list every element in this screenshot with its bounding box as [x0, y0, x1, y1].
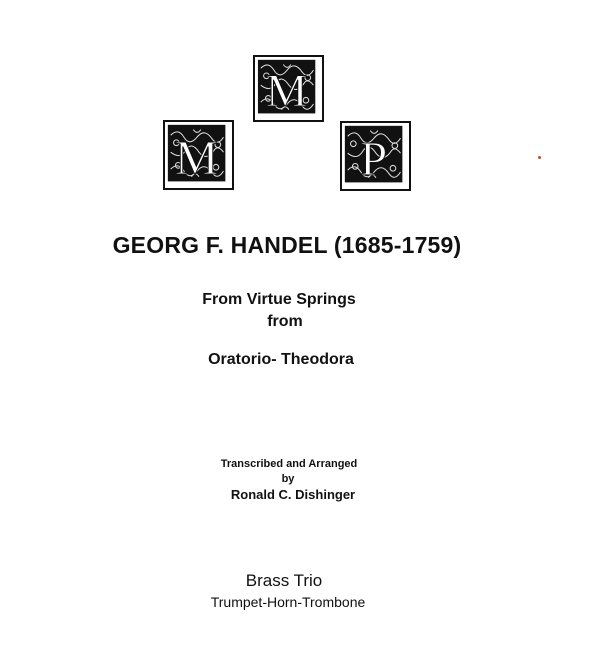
composer-heading: GEORG F. HANDEL (1685-1759)	[112, 232, 462, 258]
svg-text:P: P	[359, 130, 388, 186]
ornamental-m-icon	[165, 122, 232, 188]
svg-text:M: M	[174, 129, 219, 185]
arranger-name: Ronald C. Dishinger	[230, 487, 356, 502]
from-connector: from	[267, 313, 303, 330]
ornamental-m-icon	[255, 57, 322, 120]
credit-by: by	[281, 473, 295, 485]
svg-text:M: M	[265, 64, 308, 117]
ensemble-name: Brass Trio	[245, 571, 323, 590]
source-work-title: Oratorio- Theodora	[208, 351, 354, 368]
logo-tile-m-left	[163, 120, 234, 190]
instrumentation: Trumpet-Horn-Trombone	[210, 594, 366, 610]
logo-tile-m-top	[253, 55, 324, 122]
credit-line: Transcribed and Arranged	[220, 458, 358, 470]
logo-tile-p-right	[340, 121, 411, 191]
piece-title: From Virtue Springs	[202, 291, 356, 308]
ornamental-p-icon	[342, 123, 409, 189]
stray-mark	[538, 156, 541, 159]
